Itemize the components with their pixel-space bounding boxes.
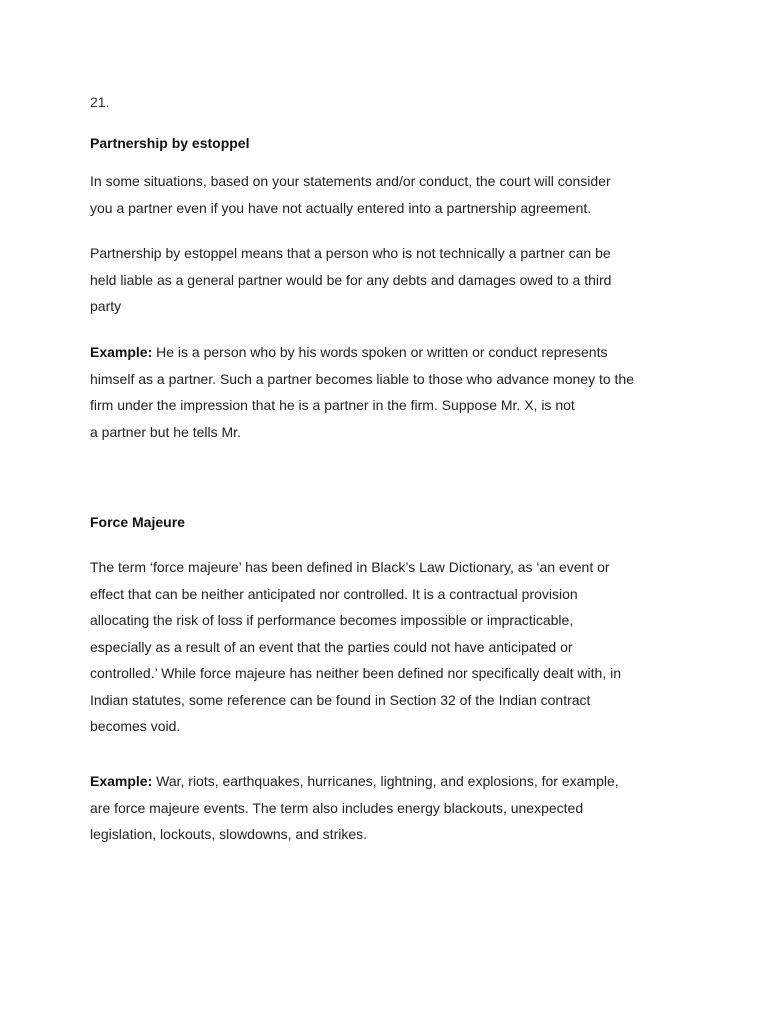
text-line: legislation, lockouts, slowdowns, and strikes. bbox=[90, 826, 368, 842]
text-line: are force majeure events. The term also includes energy blackouts, unexpected bbox=[90, 799, 584, 816]
text-line: himself as a partner. Such a partner becomes liable to those who advance money to the bbox=[90, 370, 634, 387]
text-line: you a partner even if you have not actually entered into a partnership agreement. bbox=[90, 199, 592, 216]
paragraph-estoppel-example bbox=[90, 339, 634, 445]
paragraph-estoppel-intro bbox=[90, 168, 611, 221]
text-line bbox=[90, 339, 634, 366]
paragraph-force-majeure-definition bbox=[90, 554, 621, 740]
text-line: party bbox=[90, 298, 122, 314]
text-line: becomes void. bbox=[90, 718, 181, 734]
text-line: held liable as a general partner would be for any debts and damages owed to a third bbox=[90, 271, 612, 288]
text-line: allocating the risk of loss if performance becomes impossible or impracticable, bbox=[90, 612, 574, 628]
text-line: Indian statutes, some reference can be found in Section 32 of the Indian contract bbox=[90, 691, 591, 708]
paragraph-estoppel-definition bbox=[90, 240, 611, 320]
example-text: War, riots, earthquakes, hurricanes, lightning, and explosions, for example, bbox=[152, 773, 619, 789]
text-line: Partnership by estoppel means that a person who is not technically a partner can be bbox=[90, 245, 611, 261]
text-line: effect that can be neither anticipated nor controlled. It is a contractual provision bbox=[90, 585, 578, 602]
section-heading-force-majeure: Force Majeure bbox=[90, 514, 185, 530]
text-line: firm under the impression that he is a partner in the firm. Suppose Mr. X, is not bbox=[90, 397, 575, 413]
example-label: Example: bbox=[90, 773, 153, 789]
example-text: He is a person who by his words spoken or written or conduct represents bbox=[152, 344, 608, 360]
text-line: a partner but he tells Mr. bbox=[90, 423, 241, 440]
example-label: Example: bbox=[90, 344, 153, 360]
text-line: especially as a result of an event that the parties could not have anticipated or bbox=[90, 638, 573, 655]
text-line bbox=[90, 768, 619, 795]
text-line: In some situations, based on your statements and/or conduct, the court will consider bbox=[90, 173, 611, 189]
section-heading-partnership-by-estoppel: Partnership by estoppel bbox=[90, 135, 250, 151]
text-line: The term ‘force majeure’ has been defined in Black’s Law Dictionary, as ‘an event or bbox=[90, 559, 610, 575]
text-line: controlled.’ While force majeure has neither been defined nor specifically dealt with, in bbox=[90, 665, 621, 681]
paragraph-force-majeure-example bbox=[90, 768, 619, 848]
item-number: 21. bbox=[90, 94, 110, 110]
